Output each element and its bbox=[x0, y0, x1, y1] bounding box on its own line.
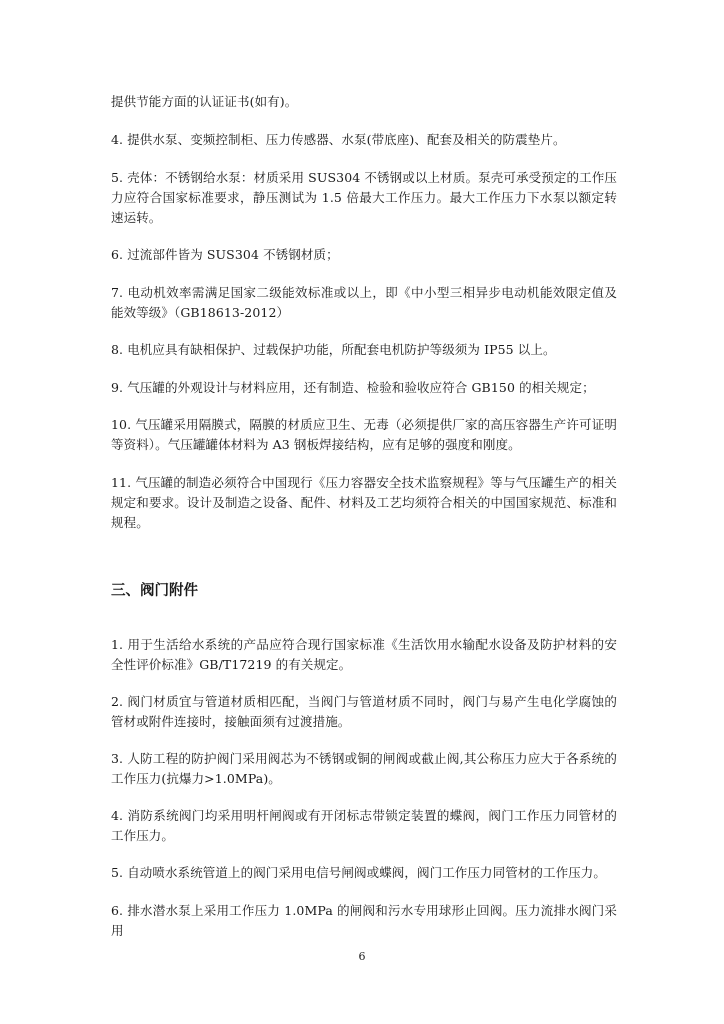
paragraph-item-8: 8. 电机应具有缺相保护、过载保护功能，所配套电机防护等级须为 IP55 以上。 bbox=[111, 342, 556, 357]
paragraph-valve-2: 2. 阀门材质宜与管道材质相匹配，当阀门与管道材质不同时，阀门与易产生电化学腐蚀的管材或附件连接时，接触面须有过渡措施。 bbox=[111, 694, 617, 729]
paragraph-item-11: 11. 气压罐的制造必须符合中国现行《压力容器安全技术监察规程》等与气压罐生产的相关规定和要求。设计及制造之设备、配件、材料及工艺均须符合相关的中国国家规范、标准和规程。 bbox=[111, 475, 617, 530]
paragraph-continuation: 提供节能方面的认证证书(如有)。 bbox=[111, 94, 298, 109]
paragraph-item-4: 4. 提供水泵、变频控制柜、压力传感器、水泵(带底座)、配套及相关的防震垫片。 bbox=[111, 132, 566, 147]
paragraph-valve-3: 3. 人防工程的防护阀门采用阀芯为不锈钢或铜的闸阀或截止阀,其公称压力应大于各系统的工作压力(抗爆力>1.0MPa)。 bbox=[111, 751, 617, 786]
paragraph-item-9: 9. 气压罐的外观设计与材料应用，还有制造、检验和验收应符合 GB150 的相关规定； bbox=[111, 380, 595, 395]
paragraph-valve-5: 5. 自动喷水系统管道上的阀门采用电信号闸阀或蝶阀，阀门工作压力同管材的工作压力。 bbox=[111, 865, 607, 880]
paragraph-valve-6: 6. 排水潜水泵上采用工作压力 1.0MPa 的闸阀和污水专用球形止回阀。压力流排水阀门采用 bbox=[111, 903, 617, 938]
paragraph-item-6: 6. 过流部件皆为 SUS304 不锈钢材质； bbox=[111, 247, 339, 262]
page-number: 6 bbox=[358, 950, 366, 963]
paragraph-item-7: 7. 电动机效率需满足国家二级能效标准或以上，即《中小型三相异步电动机能效限定值及能效等级》（GB18613-2012） bbox=[111, 285, 617, 320]
paragraph-item-10: 10. 气压罐采用隔膜式，隔膜的材质应卫生、无毒（必须提供厂家的高压容器生产许可证明等资料）。气压罐罐体材料为 A3 钢板焊接结构，应有足够的强度和刚度。 bbox=[111, 417, 617, 452]
paragraph-item-5: 5. 壳体：不锈钢给水泵：材质采用 SUS304 不锈钢或以上材质。泵壳可承受预定的工作压力应符合国家标准要求，静压测试为 1.5 倍最大工作压力。最大工作压力下水泵以额定转速运转。 bbox=[111, 170, 617, 225]
section-heading-valves: 三、阀门附件 bbox=[111, 583, 198, 599]
paragraph-valve-1: 1. 用于生活给水系统的产品应符合现行国家标准《生活饮用水输配水设备及防护材料的安全性评价标准》GB/T17219 的有关规定。 bbox=[111, 637, 617, 672]
paragraph-valve-4: 4. 消防系统阀门均采用明杆闸阀或有开闭标志带锁定装置的蝶阀，阀门工作压力同管材的工作压力。 bbox=[111, 808, 617, 843]
